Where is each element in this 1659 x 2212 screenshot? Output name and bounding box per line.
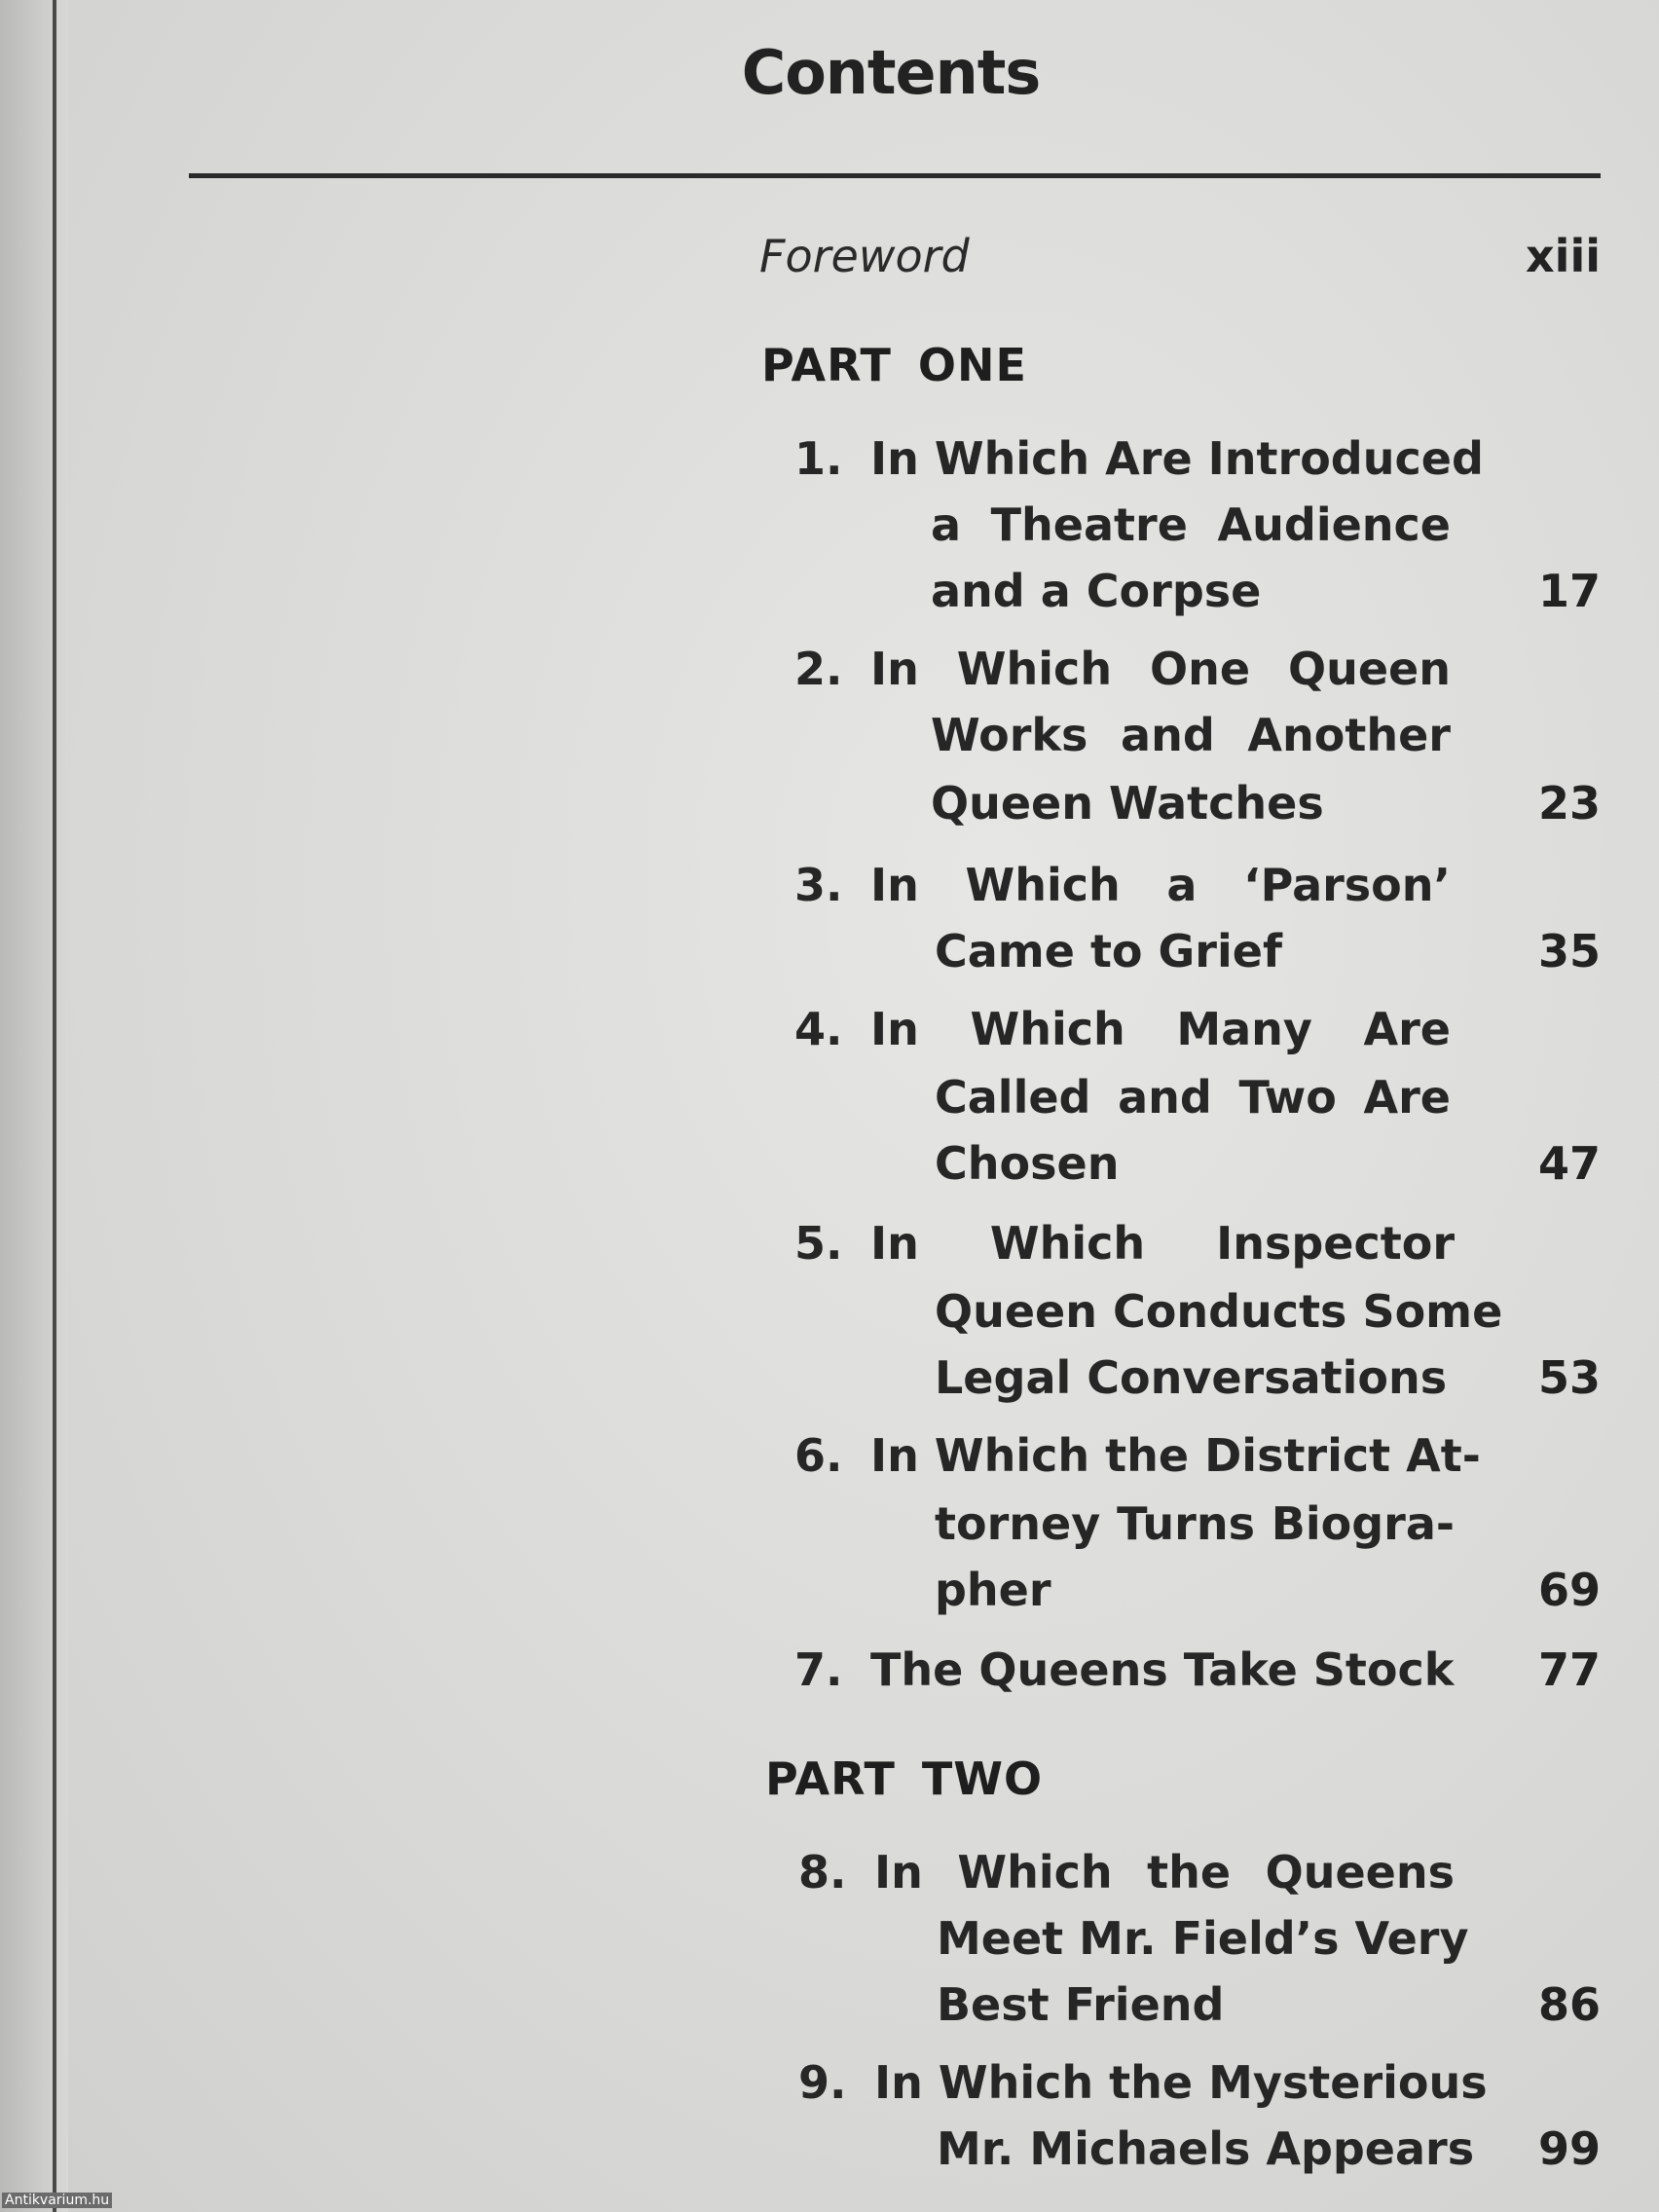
chapter-3-number: 3. [794,859,843,911]
chapter-6-line-3: pher [935,1564,1051,1616]
chapter-1-line-2: a Theatre Audience [931,498,1451,551]
chapter-7-page-number: 77 [1537,1643,1601,1696]
chapter-8-page-number: 86 [1537,1978,1601,2031]
chapter-7-line-1: The Queens Take Stock [870,1643,1455,1696]
part-two-heading: PART TWO [765,1752,1044,1805]
chapter-6-page-number: 69 [1537,1564,1601,1616]
chapter-5-line-3: Legal Conversations [935,1351,1448,1404]
chapter-6-line-2: torney Turns Biogra- [935,1497,1455,1550]
contents-heading: Contents [741,37,1041,108]
spine-shadow [0,0,68,2212]
chapter-2-number: 2. [794,643,843,695]
chapter-4-page-number: 47 [1537,1137,1601,1190]
chapter-5-page-number: 53 [1537,1351,1601,1404]
chapter-4-line-2: Called and Two Are [935,1071,1451,1124]
chapter-4-line-1: In Which Many Are [870,1003,1451,1055]
chapter-3-line-1: In Which a ‘Parson’ [870,859,1451,911]
chapter-9-line-2: Mr. Michaels Appears [937,2122,1475,2175]
chapter-8-line-3: Best Friend [937,1978,1225,2031]
chapter-3-page-number: 35 [1537,925,1601,977]
chapter-5-line-1: In Which Inspector [870,1217,1455,1270]
chapter-2-page-number: 23 [1537,777,1601,830]
chapter-1-page-number: 17 [1537,565,1601,617]
chapter-8-number: 8. [798,1846,847,1899]
chapter-2-line-2: Works and Another [931,709,1451,761]
chapter-7-number: 7. [794,1643,843,1696]
chapter-1-line-1: In Which Are Introduced [870,432,1484,485]
chapter-6-number: 6. [794,1429,843,1482]
foreword-title: Foreword [759,230,970,282]
part-one-heading: PART ONE [761,339,1027,391]
chapter-4-line-3: Chosen [935,1137,1120,1190]
chapter-5-line-2: Queen Conducts Some [935,1285,1503,1338]
chapter-9-number: 9. [798,2056,847,2109]
chapter-2-line-3: Queen Watches [931,777,1324,830]
chapter-3-line-2: Came to Grief [935,925,1282,977]
chapter-9-line-1: In Which the Mysterious [874,2056,1488,2109]
chapter-4-number: 4. [794,1003,843,1055]
chapter-1-line-3: and a Corpse [931,565,1262,617]
foreword-page-number: xiii [1526,230,1601,282]
heading-rule [189,173,1601,178]
chapter-6-line-1: In Which the District At- [870,1429,1481,1482]
spine-edge-line [53,0,56,2212]
chapter-8-line-1: In Which the Queens [874,1846,1455,1899]
chapter-8-line-2: Meet Mr. Field’s Very [937,1912,1469,1965]
chapter-1-number: 1. [794,432,843,485]
chapter-9-page-number: 99 [1537,2122,1601,2175]
chapter-5-number: 5. [794,1217,843,1270]
chapter-2-line-1: In Which One Queen [870,643,1451,695]
site-watermark: Antikvarium.hu [2,2193,112,2208]
